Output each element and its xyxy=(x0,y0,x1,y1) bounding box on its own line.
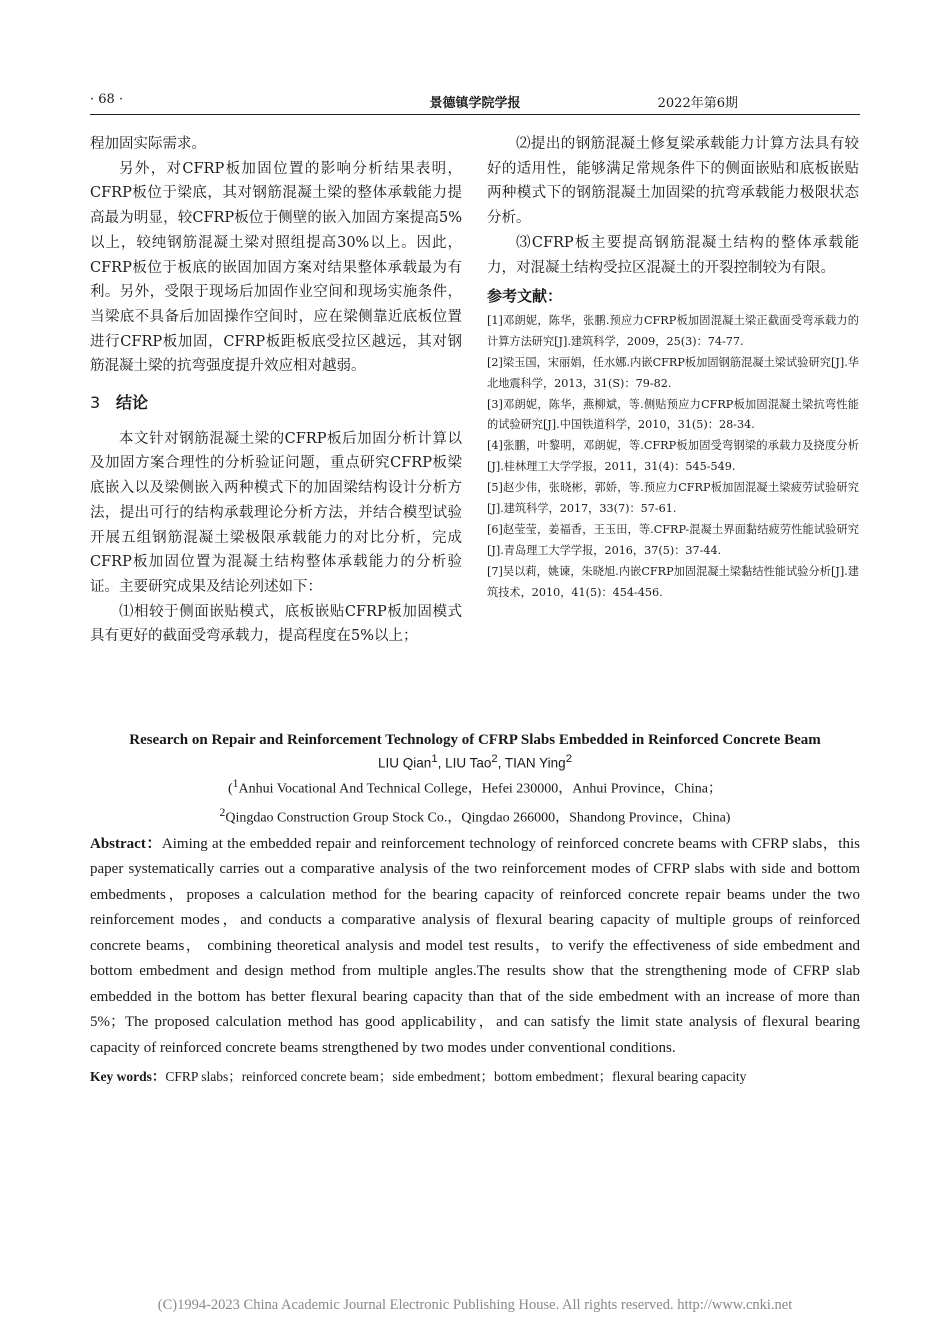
affiliation-1: ($^1$Anhui Vocational And Technical College，Hefei 230000，Anhui Province，China； xyxy=(228,776,722,797)
english-abstract-block xyxy=(90,732,860,1085)
paragraph: ⑵提出的钢筋混凝土修复梁承载能力计算方法具有较好的适用性，能够满足常规条件下的侧面嵌贴和底板嵌贴两种模式下的钢筋混凝土加固梁的抗弯承载能力极限状态分析。 xyxy=(487,136,859,227)
abstract-text: Aiming at the embedded repair and reinforcement technology of reinforced concrete beams with CFRP slabs，this paper systematically carries out a comparative analysis of the two reinforcement modes of CFRP slabs with side and bottom embedments，proposes a calculation method for the bearing capacity of reinforced concrete repair beams under the two reinforcement modes，and conducts a comparative analysis of flexural bearing capacity of multiple groups of reinforced concrete beams， combining theoretical analysis and model test results，to verify the effectiveness of side embedment and bottom embedment and design method from multiple angles.The results show that the strengthening mode of CFRP slab embedded in the bottom has better flexural bearing capacity than that of the side embedment with an increase of more than 5%；The proposed calculation method has good applicability，and can satisfy the limit state analysis of flexural bearing capacity of reinforced concrete beams strengthened by two modes under conventional conditions. xyxy=(90,835,860,1056)
paragraph: 程加固实际需求。 xyxy=(90,136,206,152)
copyright-footer: (C)1994-2023 China Academic Journal Electronic Publishing House. All rights reserved. http://www.cnki.net xyxy=(157,1297,793,1313)
reference-item: [1]邓朗妮，陈华，张鹏.预应力CFRP板加固混凝土梁正截面受弯承载力的计算方法研究[J].建筑科学，2009，25(3)：74-77. xyxy=(487,313,859,348)
page-header xyxy=(90,90,860,115)
author-sup: 1 xyxy=(431,753,438,765)
section-title: 结论 xyxy=(116,393,149,413)
keywords-label: Key words： xyxy=(90,1069,166,1085)
reference-item: [6]赵莹莹，姜福香，王玉田，等.CFRP-混凝土界面黏结疲劳性能试验研究[J].青岛理工大学学报，2016，37(5)：37-44. xyxy=(487,522,859,557)
reference-item: [5]赵少伟，张晓彬，郭娇，等.预应力CFRP板加固混凝土梁疲劳试验研究[J].建筑科学，2017，33(7)：57-61. xyxy=(487,481,859,516)
english-title: Research on Repair and Reinforcement Technology of CFRP Slabs Embedded in Reinforced Concrete Beam xyxy=(129,732,821,748)
english-authors: LIU Qian$^1$, LIU Tao$^2$, TIAN Ying$^2$ xyxy=(378,753,572,771)
abstract-label: Abstract： xyxy=(90,835,162,852)
affiliation-text: Anhui Vocational And Technical College，Hefei 230000，Anhui Province，China； xyxy=(238,781,722,797)
journal-name: 景德镇学院学报 xyxy=(429,96,521,111)
section-number: 3 xyxy=(90,393,101,413)
affiliation-2 xyxy=(90,802,860,830)
author-sup: 2 xyxy=(491,753,498,765)
reference-item: [4]张鹏，叶黎明，邓朗妮，等.CFRP板加固受弯钢梁的承载力及挠度分析[J].桂林理工大学学报，2011，31(4)：545-549. xyxy=(487,439,859,474)
issue-info: 2022年第6期 xyxy=(657,96,738,111)
paragraph: ⑴相较于侧面嵌贴模式，底板嵌贴CFRP板加固模式具有更好的截面受弯承载力，提高程度在5%以上； xyxy=(90,603,462,645)
author-name: LIU Tao xyxy=(445,755,492,771)
english-keywords xyxy=(90,1065,860,1085)
reference-list xyxy=(487,311,859,604)
reference-item: [3]邓朗妮，陈华，燕柳斌，等.侧贴预应力CFRP板加固混凝土梁抗弯性能的试验研究[J].中国铁道科学，2010，31(5)：28-34. xyxy=(487,397,859,432)
page-number: · 68 · xyxy=(90,92,124,107)
author-name: TIAN Ying xyxy=(504,755,566,771)
aff-sup: 1 xyxy=(232,776,239,790)
english-abstract xyxy=(90,832,860,1062)
affiliation-text: Qingdao Construction Group Stock Co.，Qingdao 266000，Shandong Province，China) xyxy=(225,810,731,826)
keywords-text: CFRP slabs；reinforced concrete beam；side embedment；bottom embedment；flexural bearing capacity xyxy=(165,1069,747,1085)
paragraph: ⑶CFRP板主要提高钢筋混凝土结构的整体承载能力，对混凝土结构受拉区混凝土的开裂控制较为有限。 xyxy=(487,234,859,276)
author-sup: 2 xyxy=(565,753,572,765)
right-column xyxy=(487,132,859,604)
references-heading: 参考文献： xyxy=(487,287,563,306)
left-column xyxy=(90,132,462,649)
aff-sup: 2 xyxy=(219,806,226,820)
paragraph: 另外，对CFRP板加固位置的影响分析结果表明，CFRP板位于梁底，其对钢筋混凝土梁的整体承载能力提高最为明显，较CFRP板位于侧壁的嵌入加固方案提高5%以上，较纯钢筋混凝土梁对照组提高30%以上。因此，CFRP板位于板底的嵌固加固方案对结果整体承载最为有利。另外，受限于现场后加固作业空间和现场实施条件，当梁底不具备后加固操作空间时，应在梁侧靠近底板位置进行CFRP板加固，CFRP板距板底受拉区越远，其对钢筋混凝土梁的抗弯强度提升效应相对越弱。 xyxy=(90,160,462,375)
author-name: LIU Qian xyxy=(378,755,432,771)
reference-item: [2]梁玉国，宋丽娟，任水娜.内嵌CFRP板加固钢筋混凝土梁试验研究[J].华北地震科学，2013，31(S)：79-82. xyxy=(487,355,859,390)
reference-item: [7]吴以莉，姚谏，朱晓旭.内嵌CFRP加固混凝土梁黏结性能试验分析[J].建筑技术，2010，41(5)：454-456. xyxy=(487,564,859,599)
section-heading xyxy=(90,391,462,416)
paragraph: 本文针对钢筋混凝土梁的CFRP板后加固分析计算以及加固方案合理性的分析验证问题，重点研究CFRP板梁底嵌入以及梁侧嵌入两种模式下的加固梁结构设计分析方法，提出可行的结构承载理论分析方法，并结合模型试验开展五组钢筋混凝土梁极限承载能力的对比分析，完成CFRP板加固位置为混凝土结构整体承载能力的分析验证。主要研究成果及结论列述如下： xyxy=(90,430,462,595)
